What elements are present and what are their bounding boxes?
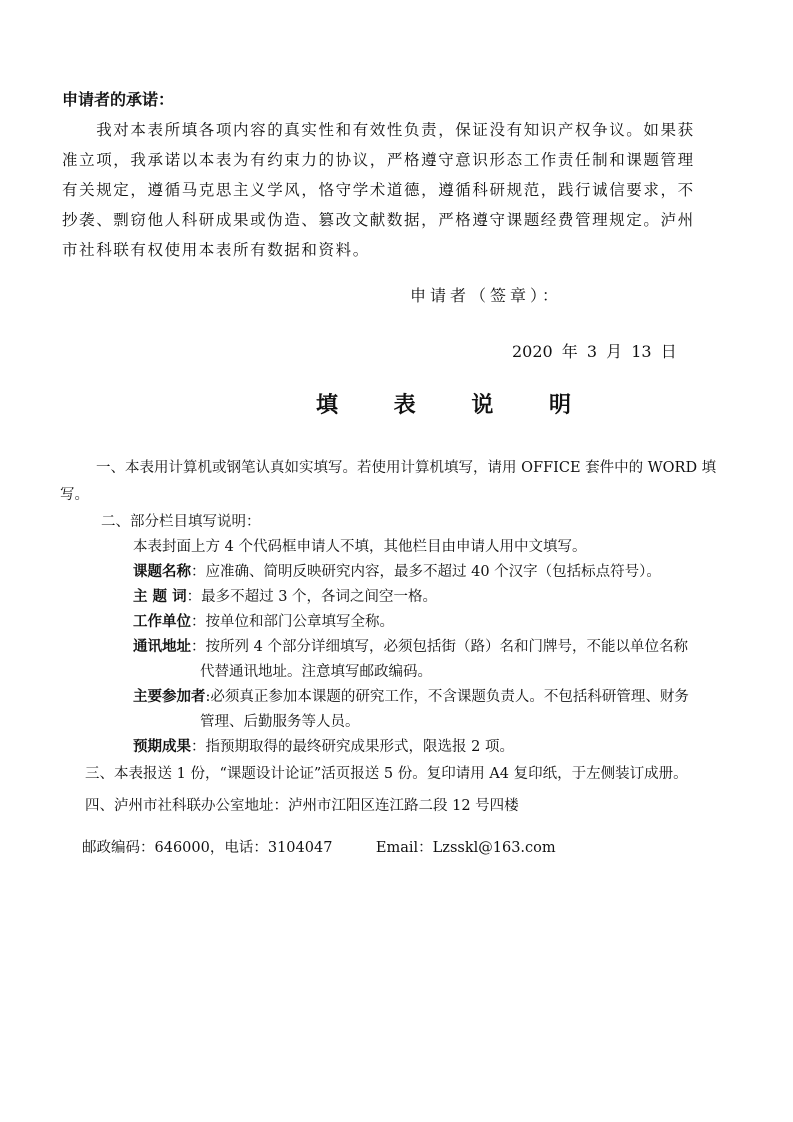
field-note-cont: 代替通讯地址。注意填写邮政编码。: [200, 664, 432, 680]
instruction-item-1: 一、本表用计算机或钢笔认真如实填写。若使用计算机填写，请用 OFFICE 套件中的 WORD 填: [96, 460, 717, 476]
field-text: ：指预期取得的最终研究成果形式，限选报 2 项。: [191, 739, 514, 755]
instruction-item-2: 二、部分栏目填写说明：: [101, 514, 261, 530]
field-label: 预期成果: [133, 739, 191, 755]
field-note: [133, 560, 661, 581]
contact-info: 邮政编码：646000，电话：3104047 Email：Lzsskl@163.com: [82, 840, 556, 856]
field-label: 工作单位: [133, 614, 191, 630]
field-text: ：按单位和部门公章填写全称。: [191, 614, 394, 630]
pledge-line: 准立项，我承诺以本表为有约束力的协议，严格遵守意识形态工作责任制和课题管理: [62, 151, 695, 169]
signature-label: 申请者（签章）：: [410, 286, 563, 305]
instruction-item-3: 三、本表报送 1 份，“课题设计论证”活页报送 5 份。复印请用 A4 复印纸，于左侧装订成册。: [85, 766, 688, 782]
instructions-title: 填 表 说 明: [316, 393, 595, 418]
instruction-item-4: 四、泸州市社科联办公室地址：泸州市江阳区连江路二段 12 号四楼: [85, 798, 519, 814]
field-text: ：最多不超过 3 个，各词之间空一格。: [186, 589, 438, 605]
field-note-cont: 管理、后勤服务等人员。: [200, 714, 360, 730]
field-note: [133, 635, 688, 656]
field-note: [133, 610, 394, 631]
field-label: 主要参加者: [133, 689, 206, 705]
field-label: 课题名称: [133, 564, 191, 580]
field-text: :必须真正参加本课题的研究工作，不含课题负责人。不包括科研管理、财务: [205, 689, 689, 705]
pledge-line: 抄袭、剽窃他人科研成果或伪造、篡改文献数据，严格遵守课题经费管理规定。泸州: [62, 211, 695, 229]
field-text: ：应准确、简明反映研究内容，最多不超过 40 个汉字（包括标点符号）。: [191, 564, 661, 580]
instruction-item-1-cont: 写。: [60, 487, 89, 503]
field-note: [133, 585, 437, 606]
pledge-line: 我对本表所填各项内容的真实性和有效性负责，保证没有知识产权争议。如果获: [62, 121, 695, 139]
field-note: [133, 685, 689, 706]
field-note: [133, 735, 514, 756]
date: 2020 年 3 月 13 日: [512, 342, 677, 361]
field-text: ：按所列 4 个部分详细填写，必须包括街（路）名和门牌号，不能以单位名称: [191, 639, 688, 655]
field-label: 通讯地址: [133, 639, 191, 655]
field-label: 主 题 词: [133, 589, 187, 605]
pledge-line: 市社科联有权使用本表所有数据和资料。: [62, 241, 370, 259]
pledge-line: 有关规定，遵循马克思主义学风，恪守学术道德，遵循科研规范，践行诚信要求，不: [62, 181, 695, 199]
instruction-item-2-intro: 本表封面上方 4 个代码框申请人不填，其他栏目由申请人用中文填写。: [133, 539, 587, 555]
pledge-title: 申请者的承诺：: [62, 90, 175, 109]
